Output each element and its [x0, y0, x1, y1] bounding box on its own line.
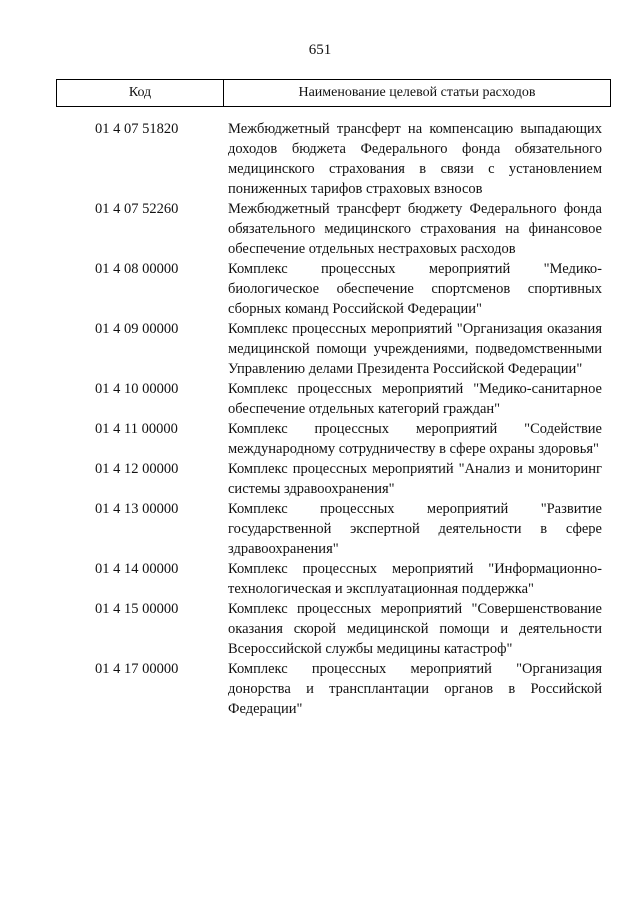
row-code: 01 4 15 00000	[95, 601, 179, 617]
table-row	[0, 199, 640, 259]
row-code: 01 4 13 00000	[95, 501, 179, 517]
table-row	[0, 259, 640, 319]
page-number: 651	[308, 42, 332, 58]
table-row	[0, 319, 640, 379]
table-row	[0, 459, 640, 499]
table-row	[0, 659, 640, 719]
row-code: 01 4 17 00000	[95, 661, 179, 677]
row-code: 01 4 14 00000	[95, 561, 179, 577]
row-code: 01 4 07 52260	[95, 201, 179, 217]
row-code: 01 4 10 00000	[95, 381, 179, 397]
row-name: Межбюджетный трансферт на компенсацию выпадающих доходов бюджета Федерального фонда обязательного медицинского страхования в связи с установлением пониженных тарифов страховых взносов	[228, 121, 602, 197]
table-row	[0, 419, 640, 459]
code-column-header: Код	[57, 80, 224, 106]
row-code: 01 4 12 00000	[95, 461, 179, 477]
name-column-header: Наименование целевой статьи расходов	[298, 85, 536, 100]
table-row	[0, 559, 640, 599]
row-name: Комплекс процессных мероприятий "Информационно-технологическая и эксплуатационная поддержка"	[228, 561, 602, 597]
row-name: Комплекс процессных мероприятий "Содействие международному сотрудничеству в сфере охраны здоровья"	[228, 421, 602, 457]
row-name: Комплекс процессных мероприятий "Организация оказания медицинской помощи учреждениями, подведомственными Управлению делами Президента Российской Федерации"	[228, 321, 602, 377]
row-name: Комплекс процессных мероприятий "Анализ и мониторинг системы здравоохранения"	[228, 461, 602, 497]
table-row	[0, 599, 640, 659]
row-name: Межбюджетный трансферт бюджету Федерального фонда обязательного медицинского страхования на финансовое обеспечение отдельных нестраховых расходов	[228, 201, 602, 257]
table-header	[56, 79, 611, 107]
row-name: Комплекс процессных мероприятий "Медико-биологическое обеспечение спортсменов спортивных сборных команд Российской Федерации"	[228, 261, 602, 317]
table-row	[0, 119, 640, 199]
row-name: Комплекс процессных мероприятий "Совершенствование оказания скорой медицинской помощи и деятельности Всероссийской службы медицины катастроф"	[228, 601, 602, 657]
row-name: Комплекс процессных мероприятий "Развитие государственной экспертной деятельности в сфере здравоохранения"	[228, 501, 602, 557]
row-code: 01 4 08 00000	[95, 261, 179, 277]
row-code: 01 4 11 00000	[95, 421, 178, 437]
row-code: 01 4 07 51820	[95, 121, 179, 137]
budget-items-list	[0, 119, 640, 719]
row-code: 01 4 09 00000	[95, 321, 179, 337]
row-name: Комплекс процессных мероприятий "Медико-санитарное обеспечение отдельных категорий граждан"	[228, 381, 602, 417]
table-row	[0, 499, 640, 559]
table-row	[0, 379, 640, 419]
row-name: Комплекс процессных мероприятий "Организация донорства и трансплантации органов в Российской Федерации"	[228, 661, 602, 717]
